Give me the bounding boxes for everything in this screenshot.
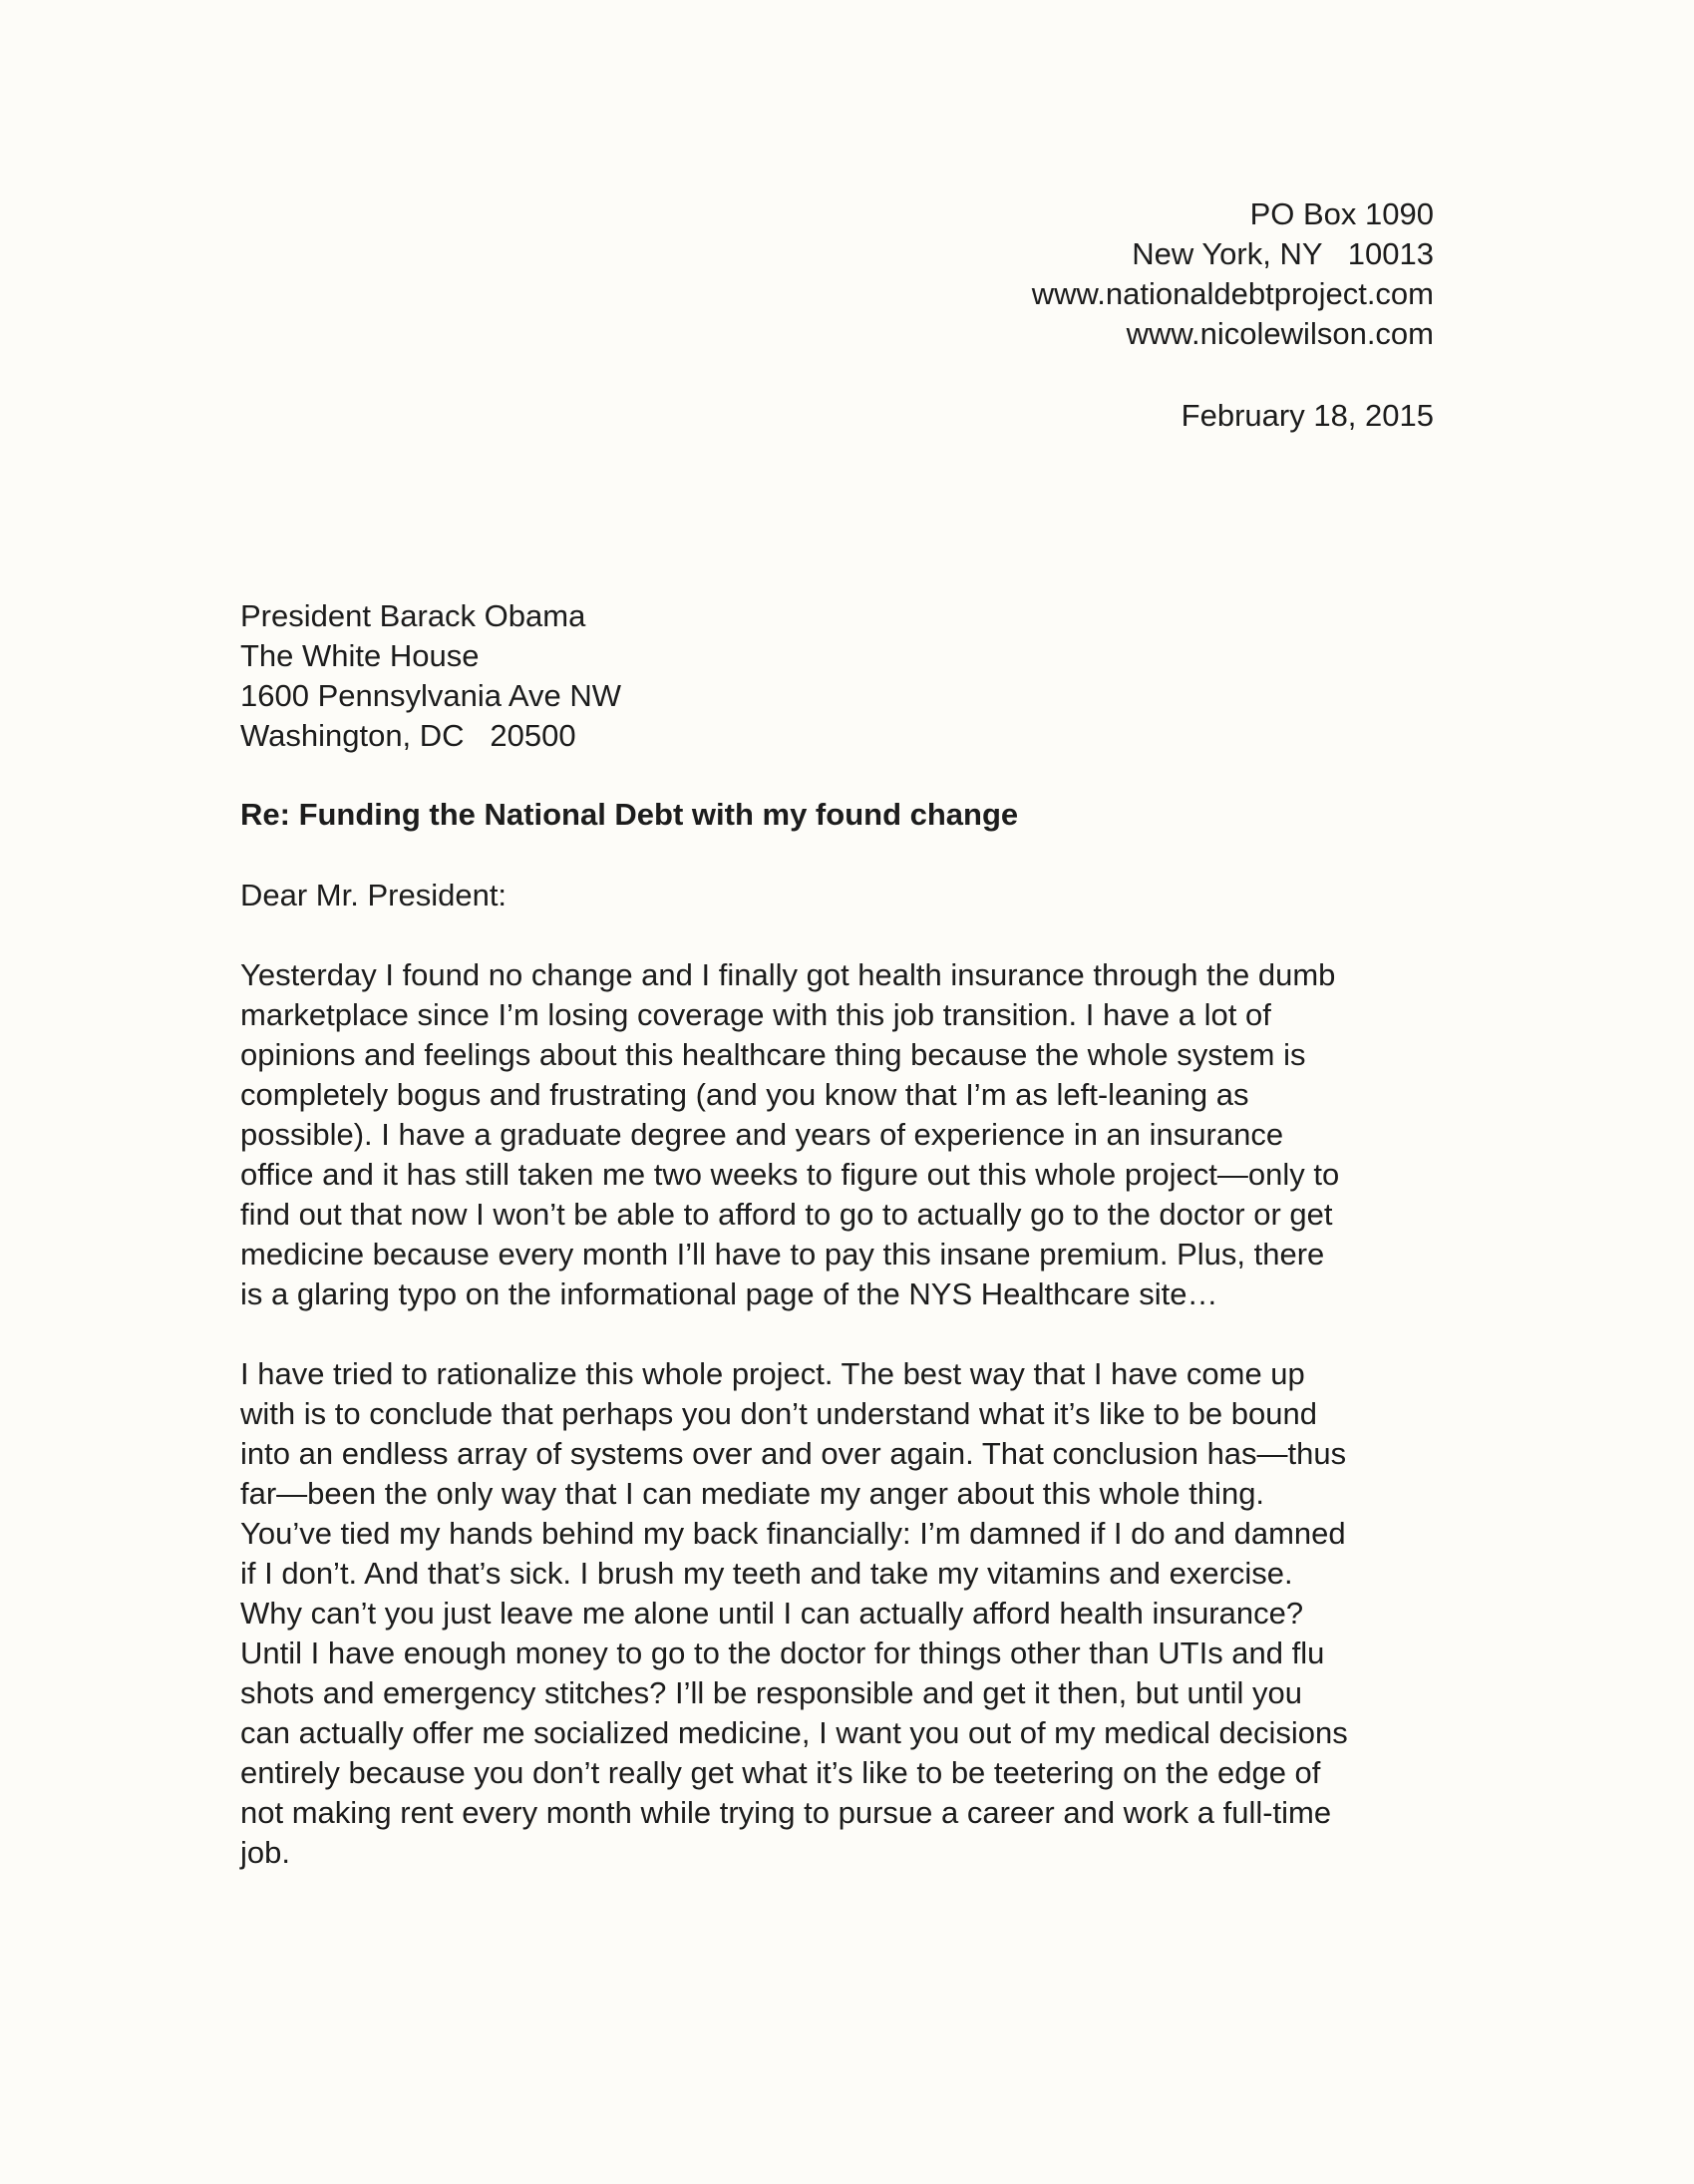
text-line: medicine because every month I’ll have to pay this insane premium. Plus, there (240, 1237, 1325, 1272)
text-line: find out that now I won’t be able to afford to go to actually go to the doctor or get (240, 1197, 1333, 1232)
text-line: if I don’t. And that’s sick. I brush my teeth and take my vitamins and exercise. (240, 1556, 1293, 1591)
text-line: is a glaring typo on the informational page of the NYS Healthcare site… (240, 1276, 1218, 1311)
recipient-line: The White House (240, 638, 480, 673)
recipient-address (240, 596, 621, 756)
sender-line: PO Box 1090 (1249, 196, 1434, 231)
text-line: with is to conclude that perhaps you don’t understand what it’s like to be bound (240, 1396, 1317, 1431)
text-line: Why can’t you just leave me alone until I can actually afford health insurance? (240, 1596, 1304, 1631)
letter-date: February 18, 2015 (1181, 398, 1434, 433)
sender-line: www.nicolewilson.com (1126, 316, 1434, 351)
text-line: Until I have enough money to go to the doctor for things other than UTIs and flu (240, 1636, 1325, 1670)
subject-line: Re: Funding the National Debt with my found change (240, 797, 1019, 832)
text-line: completely bogus and frustrating (and you know that I’m as left-leaning as (240, 1077, 1249, 1112)
text-line: far—been the only way that I can mediate my anger about this whole thing. (240, 1476, 1265, 1511)
sender-line: www.nationaldebtproject.com (1031, 276, 1434, 311)
text-line: shots and emergency stitches? I’ll be responsible and get it then, but until you (240, 1675, 1302, 1710)
body-paragraph-1 (240, 955, 1457, 1314)
text-line: marketplace since I’m losing coverage with this job transition. I have a lot of (240, 997, 1271, 1032)
text-line: entirely because you don’t really get what it’s like to be teetering on the edge of (240, 1755, 1321, 1790)
text-line: into an endless array of systems over and over again. That conclusion has—thus (240, 1436, 1347, 1471)
text-line: can actually offer me socialized medicine, I want you out of my medical decisions (240, 1715, 1348, 1750)
sender-line: New York, NY 10013 (1132, 236, 1434, 271)
text-line: I have tried to rationalize this whole project. The best way that I have come up (240, 1356, 1305, 1391)
recipient-line: President Barack Obama (240, 598, 586, 633)
text-line: office and it has still taken me two weeks to figure out this whole project—only to (240, 1157, 1340, 1192)
text-line: Yesterday I found no change and I finally got health insurance through the dumb (240, 957, 1336, 992)
recipient-line: 1600 Pennsylvania Ave NW (240, 678, 621, 713)
text-line: job. (240, 1835, 290, 1870)
text-line: You’ve tied my hands behind my back financially: I’m damned if I do and damned (240, 1516, 1346, 1551)
salutation: Dear Mr. President: (240, 878, 508, 912)
text-line: opinions and feelings about this healthcare thing because the whole system is (240, 1037, 1306, 1072)
text-line: possible). I have a graduate degree and years of experience in an insurance (240, 1117, 1284, 1152)
sender-address (1032, 194, 1434, 354)
text-line: not making rent every month while trying to pursue a career and work a full-time (240, 1795, 1332, 1830)
recipient-line: Washington, DC 20500 (240, 718, 576, 753)
body-paragraph-2 (240, 1354, 1457, 1873)
